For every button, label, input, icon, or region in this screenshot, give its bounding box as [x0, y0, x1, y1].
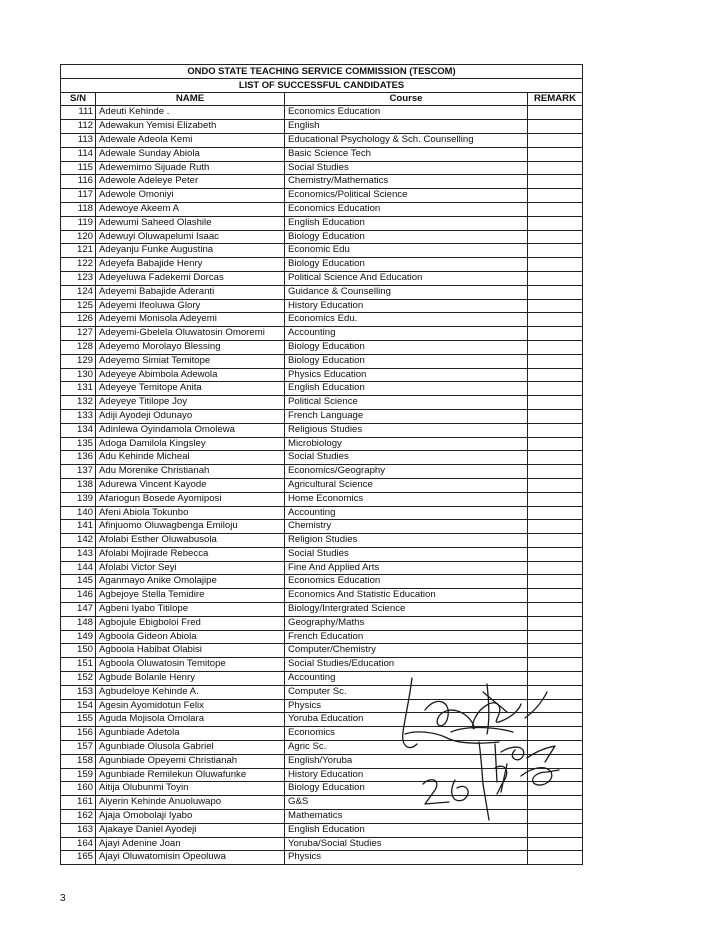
row-remark — [528, 409, 583, 423]
org-title-row — [61, 65, 583, 79]
row-course: English Education — [285, 216, 528, 230]
row-serial-number: 158 — [61, 754, 96, 768]
table-row — [61, 368, 583, 382]
row-serial-number: 141 — [61, 520, 96, 534]
row-course: Agricultural Science — [285, 478, 528, 492]
row-serial-number: 144 — [61, 561, 96, 575]
row-name: Adeyemi-Gbelela Oluwatosin Omoremi — [96, 327, 285, 341]
row-name: Adeyemi Babajide Aderanti — [96, 285, 285, 299]
row-remark — [528, 465, 583, 479]
table-row — [61, 133, 583, 147]
row-remark — [528, 575, 583, 589]
column-header-sn: S/N — [61, 92, 96, 106]
row-serial-number: 123 — [61, 271, 96, 285]
row-remark — [528, 644, 583, 658]
row-name: Adeyeye Abimbola Adewola — [96, 368, 285, 382]
row-name: Agbojule Ebigboloi Fred — [96, 616, 285, 630]
row-name: Agboola Habibat Olabisi — [96, 644, 285, 658]
row-serial-number: 116 — [61, 175, 96, 189]
row-serial-number: 132 — [61, 396, 96, 410]
row-serial-number: 159 — [61, 768, 96, 782]
row-course: Mathematics — [285, 810, 528, 824]
row-remark — [528, 202, 583, 216]
row-serial-number: 128 — [61, 340, 96, 354]
row-remark — [528, 106, 583, 120]
row-course: History Education — [285, 768, 528, 782]
row-serial-number: 148 — [61, 616, 96, 630]
row-name: Adewole Omoniyi — [96, 189, 285, 203]
table-row — [61, 327, 583, 341]
row-course: Political Science — [285, 396, 528, 410]
row-course: Social Studies — [285, 547, 528, 561]
row-name: Aitija Olubunmi Toyin — [96, 782, 285, 796]
table-row — [61, 451, 583, 465]
row-serial-number: 146 — [61, 589, 96, 603]
row-name: Adu Kehinde Micheal — [96, 451, 285, 465]
row-serial-number: 145 — [61, 575, 96, 589]
table-row — [61, 147, 583, 161]
row-serial-number: 138 — [61, 478, 96, 492]
row-serial-number: 125 — [61, 299, 96, 313]
row-remark — [528, 120, 583, 134]
row-remark — [528, 658, 583, 672]
row-serial-number: 126 — [61, 313, 96, 327]
row-remark — [528, 547, 583, 561]
row-serial-number: 150 — [61, 644, 96, 658]
row-name: Aiyerin Kehinde Anuoluwapo — [96, 796, 285, 810]
row-remark — [528, 354, 583, 368]
row-remark — [528, 175, 583, 189]
row-name: Adeuti Kehinde . — [96, 106, 285, 120]
row-course: Accounting — [285, 672, 528, 686]
row-serial-number: 127 — [61, 327, 96, 341]
list-title-row — [61, 78, 583, 92]
row-course: English Education — [285, 823, 528, 837]
row-name: Adewole Adeleye Peter — [96, 175, 285, 189]
row-remark — [528, 589, 583, 603]
row-remark — [528, 147, 583, 161]
table-row — [61, 837, 583, 851]
row-name: Agbude Bolanle Henry — [96, 672, 285, 686]
column-header-name: NAME — [96, 92, 285, 106]
row-name: Adurewa Vincent Kayode — [96, 478, 285, 492]
row-course: Computer/Chemistry — [285, 644, 528, 658]
row-remark — [528, 478, 583, 492]
org-title: ONDO STATE TEACHING SERVICE COMMISSION (TESCOM) — [61, 65, 583, 79]
row-name: Adewemimo Sijuade Ruth — [96, 161, 285, 175]
table-row — [61, 437, 583, 451]
row-name: Agunbiade Opeyemi Christianah — [96, 754, 285, 768]
row-serial-number: 160 — [61, 782, 96, 796]
row-serial-number: 165 — [61, 851, 96, 865]
row-name: Adeyemo Simiat Temitope — [96, 354, 285, 368]
row-name: Adeyemo Morolayo Blessing — [96, 340, 285, 354]
row-course: French Language — [285, 409, 528, 423]
row-serial-number: 164 — [61, 837, 96, 851]
row-serial-number: 133 — [61, 409, 96, 423]
row-serial-number: 135 — [61, 437, 96, 451]
row-remark — [528, 161, 583, 175]
row-name: Agbejoye Stella Temidire — [96, 589, 285, 603]
table-row — [61, 547, 583, 561]
row-serial-number: 139 — [61, 492, 96, 506]
row-serial-number: 137 — [61, 465, 96, 479]
row-course: Geography/Maths — [285, 616, 528, 630]
table-row — [61, 492, 583, 506]
table-row — [61, 175, 583, 189]
table-row — [61, 644, 583, 658]
row-serial-number: 147 — [61, 603, 96, 617]
table-row — [61, 506, 583, 520]
row-remark — [528, 216, 583, 230]
row-remark — [528, 437, 583, 451]
row-serial-number: 143 — [61, 547, 96, 561]
table-row — [61, 382, 583, 396]
row-serial-number: 112 — [61, 120, 96, 134]
row-remark — [528, 396, 583, 410]
row-course: Political Science And Education — [285, 271, 528, 285]
row-remark — [528, 451, 583, 465]
row-course: Yoruba/Social Studies — [285, 837, 528, 851]
row-serial-number: 155 — [61, 713, 96, 727]
column-header-remark: REMARK — [528, 92, 583, 106]
row-course: Social Studies — [285, 161, 528, 175]
row-serial-number: 121 — [61, 244, 96, 258]
table-row — [61, 409, 583, 423]
row-course: Economics And Statistic Education — [285, 589, 528, 603]
row-serial-number: 117 — [61, 189, 96, 203]
table-row — [61, 423, 583, 437]
table-row — [61, 658, 583, 672]
row-serial-number: 162 — [61, 810, 96, 824]
row-name: Ajayi Oluwatomisin Opeoluwa — [96, 851, 285, 865]
table-row — [61, 616, 583, 630]
row-serial-number: 130 — [61, 368, 96, 382]
table-row — [61, 465, 583, 479]
row-course: Microbiology — [285, 437, 528, 451]
row-name: Adewakun Yemisi Elizabeth — [96, 120, 285, 134]
table-row — [61, 851, 583, 865]
row-serial-number: 163 — [61, 823, 96, 837]
row-course: Biology Education — [285, 340, 528, 354]
row-remark — [528, 299, 583, 313]
row-name: Adoga Damilola Kingsley — [96, 437, 285, 451]
row-name: Agboola Gideon Abiola — [96, 630, 285, 644]
row-course: Biology Education — [285, 258, 528, 272]
table-row — [61, 823, 583, 837]
row-remark — [528, 230, 583, 244]
row-course: Biology Education — [285, 354, 528, 368]
row-name: Afariogun Bosede Ayomiposi — [96, 492, 285, 506]
row-course: Biology/Intergrated Science — [285, 603, 528, 617]
table-row — [61, 258, 583, 272]
row-remark — [528, 244, 583, 258]
row-serial-number: 120 — [61, 230, 96, 244]
table-row — [61, 478, 583, 492]
row-serial-number: 113 — [61, 133, 96, 147]
row-course: Economics Education — [285, 575, 528, 589]
column-header-course: Course — [285, 92, 528, 106]
row-course: Accounting — [285, 506, 528, 520]
table-row — [61, 589, 583, 603]
row-course: Economics/Political Science — [285, 189, 528, 203]
row-name: Adiji Ayodeji Odunayo — [96, 409, 285, 423]
row-course: G&S — [285, 796, 528, 810]
row-serial-number: 153 — [61, 685, 96, 699]
row-name: Agunbiade Olusola Gabriel — [96, 741, 285, 755]
table-row — [61, 230, 583, 244]
table-row — [61, 396, 583, 410]
row-remark — [528, 603, 583, 617]
row-remark — [528, 382, 583, 396]
row-remark — [528, 258, 583, 272]
row-serial-number: 156 — [61, 727, 96, 741]
row-remark — [528, 630, 583, 644]
row-name: Ajaja Omobolaji Iyabo — [96, 810, 285, 824]
row-serial-number: 114 — [61, 147, 96, 161]
row-course: Physics Education — [285, 368, 528, 382]
table-row — [61, 354, 583, 368]
row-name: Adewale Sunday Abiola — [96, 147, 285, 161]
row-course: Agric Sc. — [285, 741, 528, 755]
table-row — [61, 340, 583, 354]
row-course: Biology Education — [285, 230, 528, 244]
column-header-row — [61, 92, 583, 106]
row-remark — [528, 271, 583, 285]
row-remark — [528, 506, 583, 520]
row-course: Chemistry — [285, 520, 528, 534]
row-course: Economics — [285, 727, 528, 741]
page-number: 3 — [60, 893, 66, 904]
row-name: Adewumi Saheed Olashile — [96, 216, 285, 230]
row-course: Accounting — [285, 327, 528, 341]
row-name: Adewoye Akeem A — [96, 202, 285, 216]
table-row — [61, 216, 583, 230]
row-serial-number: 152 — [61, 672, 96, 686]
row-course: Religious Studies — [285, 423, 528, 437]
row-remark — [528, 492, 583, 506]
row-remark — [528, 133, 583, 147]
table-row — [61, 202, 583, 216]
row-serial-number: 111 — [61, 106, 96, 120]
row-name: Afinjuomo Oluwagbenga Emiloju — [96, 520, 285, 534]
row-serial-number: 122 — [61, 258, 96, 272]
table-row — [61, 299, 583, 313]
row-remark — [528, 368, 583, 382]
row-course: Economics Edu. — [285, 313, 528, 327]
row-name: Agboola Oluwatosin Temitope — [96, 658, 285, 672]
row-course: Economics Education — [285, 202, 528, 216]
row-course: Physics — [285, 699, 528, 713]
row-serial-number: 118 — [61, 202, 96, 216]
row-remark — [528, 851, 583, 865]
row-course: English — [285, 120, 528, 134]
table-row — [61, 561, 583, 575]
row-name: Adeyeye Titilope Joy — [96, 396, 285, 410]
row-remark — [528, 313, 583, 327]
table-row — [61, 534, 583, 548]
row-name: Agbudeloye Kehinde A. — [96, 685, 285, 699]
row-course: Economic Edu — [285, 244, 528, 258]
table-row — [61, 285, 583, 299]
row-name: Agunbiade Adetola — [96, 727, 285, 741]
row-course: History Education — [285, 299, 528, 313]
handwritten-signature — [395, 672, 595, 822]
row-name: Adu Morenike Christianah — [96, 465, 285, 479]
row-course: Religion Studies — [285, 534, 528, 548]
row-serial-number: 134 — [61, 423, 96, 437]
row-name: Afeni Abiola Tokunbo — [96, 506, 285, 520]
row-remark — [528, 616, 583, 630]
table-row — [61, 161, 583, 175]
row-name: Adeyeye Temitope Anita — [96, 382, 285, 396]
row-name: Afolabi Mojirade Rebecca — [96, 547, 285, 561]
table-row — [61, 313, 583, 327]
row-name: Adeyeluwa Fadekemi Dorcas — [96, 271, 285, 285]
row-serial-number: 136 — [61, 451, 96, 465]
row-name: Ajakaye Daniel Ayodeji — [96, 823, 285, 837]
row-remark — [528, 823, 583, 837]
row-course: Economics Education — [285, 106, 528, 120]
row-remark — [528, 189, 583, 203]
row-name: Aguda Mojisola Omolara — [96, 713, 285, 727]
row-serial-number: 154 — [61, 699, 96, 713]
row-name: Afolabi Esther Oluwabusola — [96, 534, 285, 548]
table-row — [61, 120, 583, 134]
table-row — [61, 244, 583, 258]
row-name: Adeyefa Babajide Henry — [96, 258, 285, 272]
row-serial-number: 161 — [61, 796, 96, 810]
row-course: Home Economics — [285, 492, 528, 506]
row-remark — [528, 327, 583, 341]
row-name: Adeyanju Funke Augustina — [96, 244, 285, 258]
row-course: Biology Education — [285, 782, 528, 796]
row-course: Economics/Geography — [285, 465, 528, 479]
row-course: Fine And Applied Arts — [285, 561, 528, 575]
row-course: Computer Sc. — [285, 685, 528, 699]
row-serial-number: 115 — [61, 161, 96, 175]
table-row — [61, 271, 583, 285]
row-serial-number: 157 — [61, 741, 96, 755]
row-course: French Education — [285, 630, 528, 644]
row-name: Adewuyi Oluwapelumi Isaac — [96, 230, 285, 244]
table-row — [61, 189, 583, 203]
row-remark — [528, 534, 583, 548]
row-remark — [528, 423, 583, 437]
table-row — [61, 575, 583, 589]
row-name: Adeyemi Ifeoluwa Glory — [96, 299, 285, 313]
row-name: Afolabi Victor Seyi — [96, 561, 285, 575]
row-serial-number: 119 — [61, 216, 96, 230]
row-course: Social Studies — [285, 451, 528, 465]
table-row — [61, 106, 583, 120]
row-name: Agesin Ayomidotun Felix — [96, 699, 285, 713]
row-course: Basic Science Tech — [285, 147, 528, 161]
row-remark — [528, 520, 583, 534]
row-serial-number: 140 — [61, 506, 96, 520]
table-row — [61, 520, 583, 534]
row-course: English/Yoruba — [285, 754, 528, 768]
row-name: Ajayi Adenine Joan — [96, 837, 285, 851]
row-name: Adewale Adeola Kemi — [96, 133, 285, 147]
row-serial-number: 129 — [61, 354, 96, 368]
row-serial-number: 142 — [61, 534, 96, 548]
row-course: Guidance & Counselling — [285, 285, 528, 299]
row-course: Yoruba Education — [285, 713, 528, 727]
row-remark — [528, 561, 583, 575]
row-course: English Education — [285, 382, 528, 396]
row-course: Social Studies/Education — [285, 658, 528, 672]
row-serial-number: 151 — [61, 658, 96, 672]
row-name: Agbeni Iyabo Titilope — [96, 603, 285, 617]
table-row — [61, 603, 583, 617]
row-serial-number: 149 — [61, 630, 96, 644]
row-name: Adeyemi Monisola Adeyemi — [96, 313, 285, 327]
row-name: Agunbiade Remilekun Oluwafunke — [96, 768, 285, 782]
row-course: Educational Psychology & Sch. Counselling — [285, 133, 528, 147]
row-serial-number: 124 — [61, 285, 96, 299]
table-row — [61, 630, 583, 644]
row-remark — [528, 340, 583, 354]
row-course: Chemistry/Mathematics — [285, 175, 528, 189]
row-remark — [528, 837, 583, 851]
row-name: Adinlewa Oyindamola Omolewa — [96, 423, 285, 437]
row-serial-number: 131 — [61, 382, 96, 396]
list-title: LIST OF SUCCESSFUL CANDIDATES — [61, 78, 583, 92]
row-name: Aganmayo Anike Omolajipe — [96, 575, 285, 589]
row-course: Physics — [285, 851, 528, 865]
row-remark — [528, 285, 583, 299]
